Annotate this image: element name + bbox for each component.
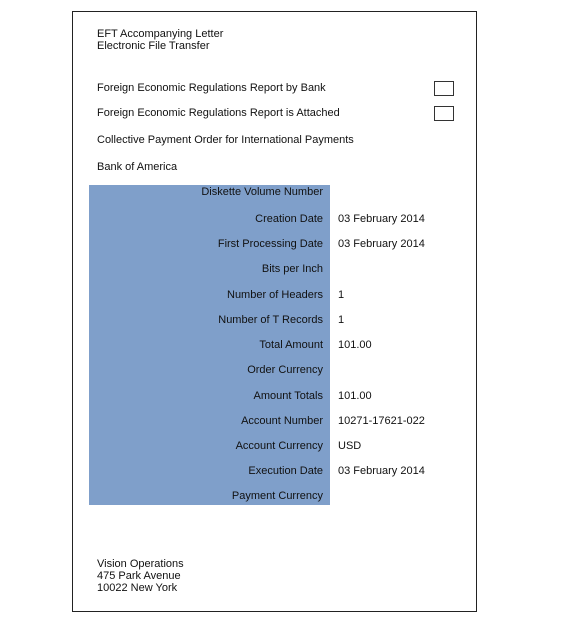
field-label: Creation Date [255,213,323,225]
field-label: Amount Totals [253,390,323,402]
field-label: Total Amount [259,339,323,351]
field-label: Account Currency [235,440,323,452]
letter-title: EFT Accompanying Letter [97,28,224,40]
field-value: 03 February 2014 [338,213,425,225]
bank-name: Bank of America [97,161,178,173]
letter-subtitle: Electronic File Transfer [97,40,210,52]
option-report-attached-checkbox[interactable] [434,106,454,121]
field-label: Execution Date [248,465,323,477]
field-label: Diskette Volume Number [201,186,323,198]
address-city: 10022 New York [97,582,178,594]
field-value: 101.00 [338,390,372,402]
field-value: 101.00 [338,339,372,351]
field-row-execution-date [89,459,489,484]
field-row-number-of-headers [89,283,489,308]
eft-letter-page [72,11,477,612]
order-type: Collective Payment Order for International Payments [97,134,354,146]
field-row-first-processing-date [89,232,489,257]
field-value: 03 February 2014 [338,465,425,477]
field-value: 10271-17621-022 [338,415,425,427]
option-report-by-bank-label: Foreign Economic Regulations Report by Bank [97,82,326,94]
sender-address [97,558,184,594]
field-label: First Processing Date [217,238,323,250]
field-row-number-of-t-records [89,308,489,333]
field-row-creation-date [89,207,489,232]
field-row-payment-currency [89,484,489,509]
field-value: 1 [338,314,345,326]
field-label: Number of Headers [227,289,323,301]
letter-header [97,28,223,52]
field-label: Payment Currency [231,490,323,502]
field-label: Account Number [241,415,323,427]
field-row-amount-totals [89,384,489,409]
field-label: Bits per Inch [261,263,323,275]
field-value: USD [338,440,362,452]
field-value: 1 [338,289,345,301]
field-label: Number of T Records [218,314,323,326]
field-row-total-amount [89,333,489,358]
field-row-diskette-volume [89,180,489,205]
field-row-account-number [89,409,489,434]
field-row-order-currency [89,358,489,383]
option-report-attached-label: Foreign Economic Regulations Report is Attached [97,107,340,119]
field-row-account-currency [89,434,489,459]
address-company: Vision Operations [97,558,184,570]
option-report-by-bank-checkbox[interactable] [434,81,454,96]
address-street: 475 Park Avenue [97,570,181,582]
field-row-bits-per-inch [89,257,489,282]
field-value: 03 February 2014 [338,238,425,250]
field-label: Order Currency [247,364,323,376]
